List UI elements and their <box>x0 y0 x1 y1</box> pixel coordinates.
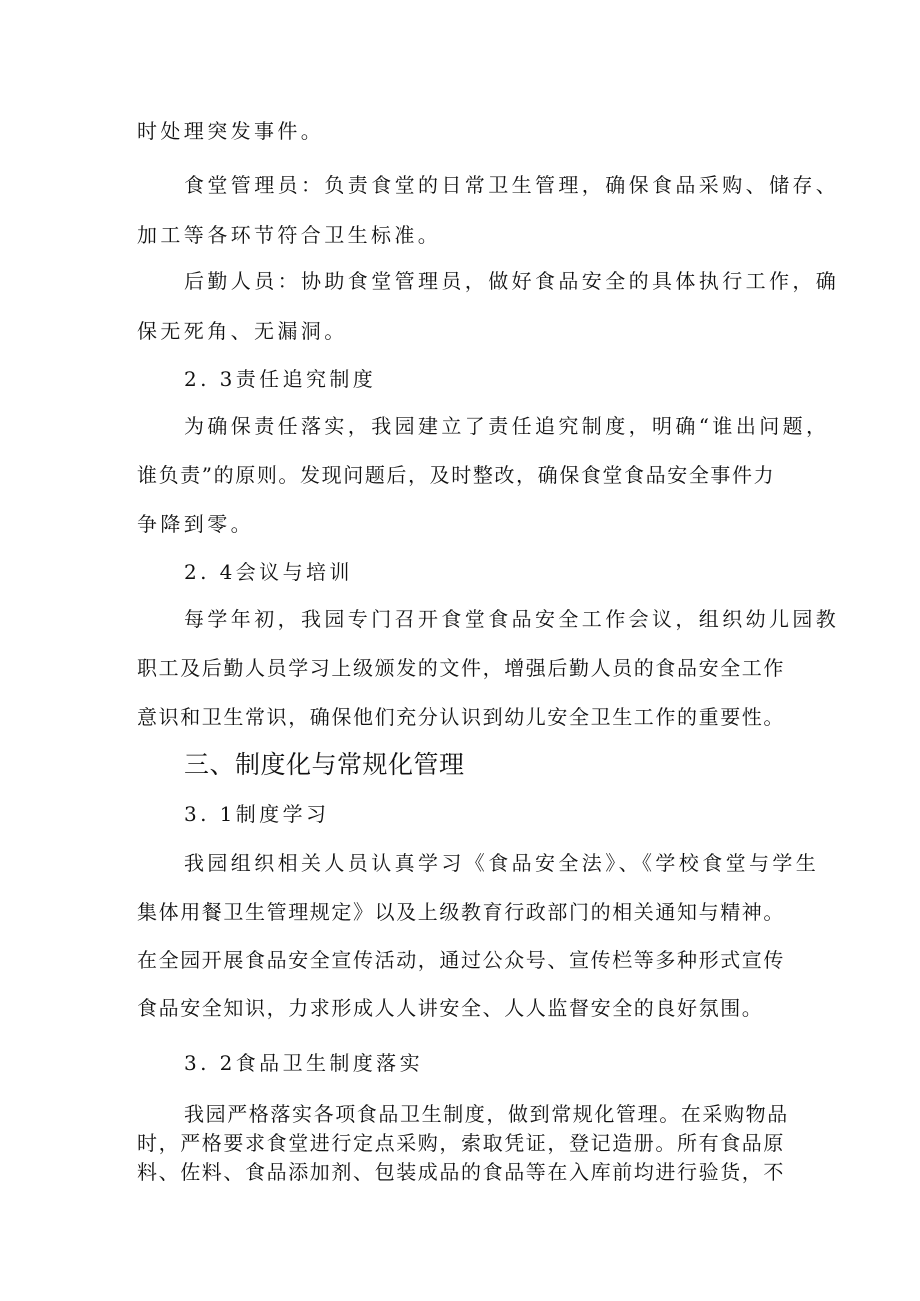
section-heading-3-1: 3. 1制度学习 <box>184 802 330 826</box>
text-line: 保无死角、无漏洞。 <box>137 319 348 343</box>
text-line: 谁负责”的原则。发现问题后，及时整改，确保食堂食品安全事件力 <box>137 463 776 487</box>
text-line: 加工等各环节符合卫生标准。 <box>137 223 442 247</box>
section-heading-2-3: 2. 3责任追究制度 <box>184 367 377 391</box>
text-line: 时，严格要求食堂进行定点采购，索取凭证，登记造册。所有食品原 <box>137 1131 785 1155</box>
paragraph-meeting-training: 每学年初，我园专门召开食堂食品安全工作会议，组织幼儿园教 <box>184 607 840 631</box>
paragraph-accountability: 为确保责任落实，我园建立了责任追究制度，明确“谁出问题， <box>184 414 830 438</box>
text-line: 时处理突发事件。 <box>137 119 325 143</box>
paragraph-canteen-manager: 食堂管理员：负责食堂的日常卫生管理，确保食品采购、储存、 <box>184 173 840 197</box>
section-heading-2-4: 2. 4会议与培训 <box>184 560 353 584</box>
text-line: 料、佐料、食品添加剂、包装成品的食品等在入库前均进行验货，不 <box>137 1160 785 1184</box>
text-line: 在全园开展食品安全宣传活动，通过公众号、宣传栏等多种形式宣传 <box>137 948 785 972</box>
text-line: 争降到零。 <box>137 512 254 536</box>
text-line: 食品安全知识，力求形成人人讲安全、人人监督安全的良好氛围。 <box>137 996 764 1020</box>
paragraph-logistics-staff: 后勤人员：协助食堂管理员，做好食品安全的具体执行工作，确 <box>184 269 840 293</box>
text-line: 集体用餐卫生管理规定》以及上级教育行政部门的相关通知与精神。 <box>137 900 785 924</box>
paragraph-regulation-study: 我园组织相关人员认真学习《食品安全法》、《学校食堂与学生 <box>184 851 820 875</box>
chapter-heading-3: 三、制度化与常规化管理 <box>184 750 465 779</box>
text-line: 职工及后勤人员学习上级颁发的文件，增强后勤人员的食品安全工作 <box>137 656 785 680</box>
text-line: 意识和卫生常识，确保他们充分认识到幼儿安全卫生工作的重要性。 <box>137 705 785 729</box>
section-heading-3-2: 3. 2食品卫生制度落实 <box>184 1051 423 1075</box>
paragraph-hygiene-implementation: 我园严格落实各项食品卫生制度，做到常规化管理。在采购物品 <box>184 1102 789 1126</box>
